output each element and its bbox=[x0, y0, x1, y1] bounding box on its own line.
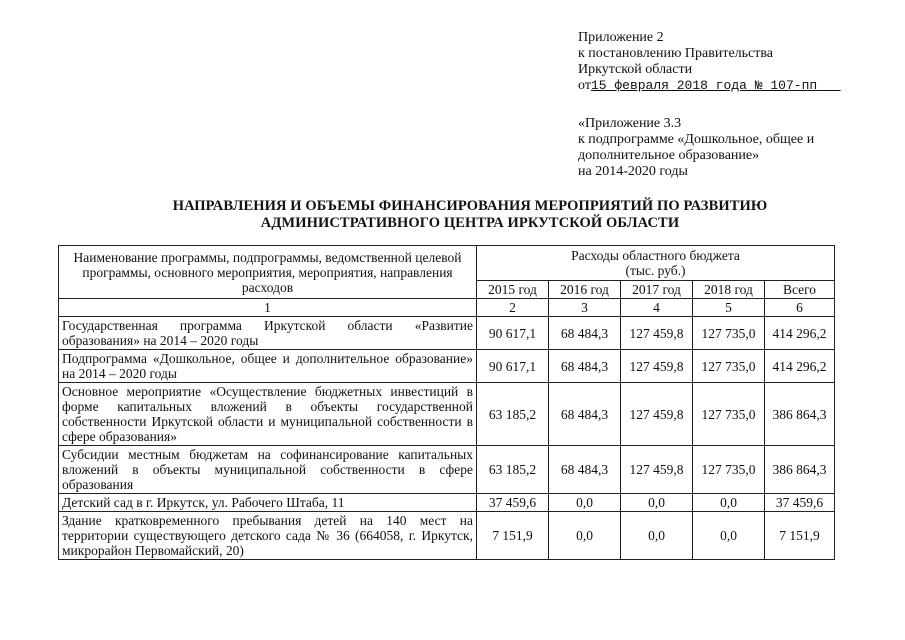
table-row bbox=[59, 350, 835, 383]
column-number-row bbox=[59, 299, 835, 317]
header-date-line bbox=[578, 78, 878, 94]
title-line-1: НАПРАВЛЕНИЯ И ОБЪЕМЫ ФИНАНСИРОВАНИЯ МЕРОПРИЯТИЙ ПО РАЗВИТИЮ bbox=[172, 198, 768, 214]
document-title bbox=[120, 198, 820, 232]
value-2018: 0,0 bbox=[693, 512, 765, 560]
value-2015: 90 617,1 bbox=[477, 350, 549, 383]
value-2015: 90 617,1 bbox=[477, 317, 549, 350]
year-header-2015: 2015 год bbox=[477, 281, 549, 299]
resolution-reference bbox=[578, 30, 878, 94]
value-2018: 127 735,0 bbox=[693, 350, 765, 383]
value-2016: 0,0 bbox=[549, 494, 621, 512]
value-2015: 7 151,9 bbox=[477, 512, 549, 560]
value-2018: 127 735,0 bbox=[693, 383, 765, 446]
value-2016: 68 484,3 bbox=[549, 350, 621, 383]
year-header-2017: 2017 год bbox=[621, 281, 693, 299]
value-2017: 127 459,8 bbox=[621, 383, 693, 446]
value-2016: 0,0 bbox=[549, 512, 621, 560]
row-name: Здание кратковременного пребывания детей на 140 мест на территории существующего детского сада № 36 (664058, г. Иркутск, микрорайон Первомайский, 20) bbox=[59, 512, 477, 560]
value-2017: 0,0 bbox=[621, 494, 693, 512]
value-2017: 127 459,8 bbox=[621, 350, 693, 383]
value-total: 386 864,3 bbox=[765, 383, 835, 446]
col-number: 3 bbox=[549, 299, 621, 317]
value-2018: 127 735,0 bbox=[693, 317, 765, 350]
value-2017: 0,0 bbox=[621, 512, 693, 560]
row-name: Субсидии местным бюджетам на софинансирование капитальных вложений в объекты муниципальной собственности в сфере образования bbox=[59, 446, 477, 494]
col-number: 6 bbox=[765, 299, 835, 317]
table-row bbox=[59, 446, 835, 494]
financing-table bbox=[58, 245, 835, 560]
year-header-2016: 2016 год bbox=[549, 281, 621, 299]
value-total: 37 459,6 bbox=[765, 494, 835, 512]
header-date-prefix: от bbox=[578, 78, 591, 93]
budget-header-title: Расходы областного бюджета bbox=[571, 248, 740, 263]
header-date-value: 15 февраля 2018 года № 107-пп bbox=[590, 78, 818, 93]
col-number: 2 bbox=[477, 299, 549, 317]
row-name: Государственная программа Иркутской области «Развитие образования» на 2014 – 2020 годы bbox=[59, 317, 477, 350]
value-2016: 68 484,3 bbox=[549, 317, 621, 350]
value-total: 7 151,9 bbox=[765, 512, 835, 560]
value-2017: 127 459,8 bbox=[621, 446, 693, 494]
total-header: Всего bbox=[765, 281, 835, 299]
appendix-line-3: дополнительное образование» bbox=[578, 148, 760, 163]
appendix-line-4: на 2014-2020 годы bbox=[578, 164, 688, 179]
col-number: 4 bbox=[621, 299, 693, 317]
value-2015: 37 459,6 bbox=[477, 494, 549, 512]
value-2017: 127 459,8 bbox=[621, 317, 693, 350]
value-2018: 0,0 bbox=[693, 494, 765, 512]
header-line-3: Иркутской области bbox=[578, 62, 693, 77]
row-name: Подпрограмма «Дошкольное, общее и дополнительное образование» на 2014 – 2020 годы bbox=[59, 350, 477, 383]
value-2015: 63 185,2 bbox=[477, 383, 549, 446]
header-line-2: к постановлению Правительства bbox=[578, 46, 774, 61]
col-number: 1 bbox=[59, 299, 477, 317]
row-name: Детский сад в г. Иркутск, ул. Рабочего Штаба, 11 bbox=[59, 494, 477, 512]
value-2015: 63 185,2 bbox=[477, 446, 549, 494]
value-total: 414 296,2 bbox=[765, 350, 835, 383]
value-total: 386 864,3 bbox=[765, 446, 835, 494]
budget-header bbox=[477, 246, 835, 281]
table-row bbox=[59, 317, 835, 350]
year-header-2018: 2018 год bbox=[693, 281, 765, 299]
appendix-reference bbox=[578, 116, 888, 180]
appendix-line-1: «Приложение 3.3 bbox=[578, 116, 682, 131]
name-column-header: Наименование программы, подпрограммы, ведомственной целевой программы, основного мероприятия, мероприятия, направления расходов bbox=[59, 246, 477, 299]
value-2016: 68 484,3 bbox=[549, 446, 621, 494]
header-line-1: Приложение 2 bbox=[578, 30, 664, 45]
row-name: Основное мероприятие «Осуществление бюджетных инвестиций в форме капитальных вложений в объекты государственной собственности Иркутской области и муниципальной собственности в сфере образования» bbox=[59, 383, 477, 446]
value-2016: 68 484,3 bbox=[549, 383, 621, 446]
table-row bbox=[59, 512, 835, 560]
appendix-line-2: к подпрограмме «Дошкольное, общее и bbox=[578, 132, 815, 147]
value-2018: 127 735,0 bbox=[693, 446, 765, 494]
title-line-2: АДМИНИСТРАТИВНОГО ЦЕНТРА ИРКУТСКОЙ ОБЛАСТИ bbox=[260, 215, 680, 231]
value-total: 414 296,2 bbox=[765, 317, 835, 350]
table-row bbox=[59, 494, 835, 512]
col-number: 5 bbox=[693, 299, 765, 317]
budget-header-unit: (тыс. руб.) bbox=[625, 263, 686, 278]
table-row bbox=[59, 383, 835, 446]
